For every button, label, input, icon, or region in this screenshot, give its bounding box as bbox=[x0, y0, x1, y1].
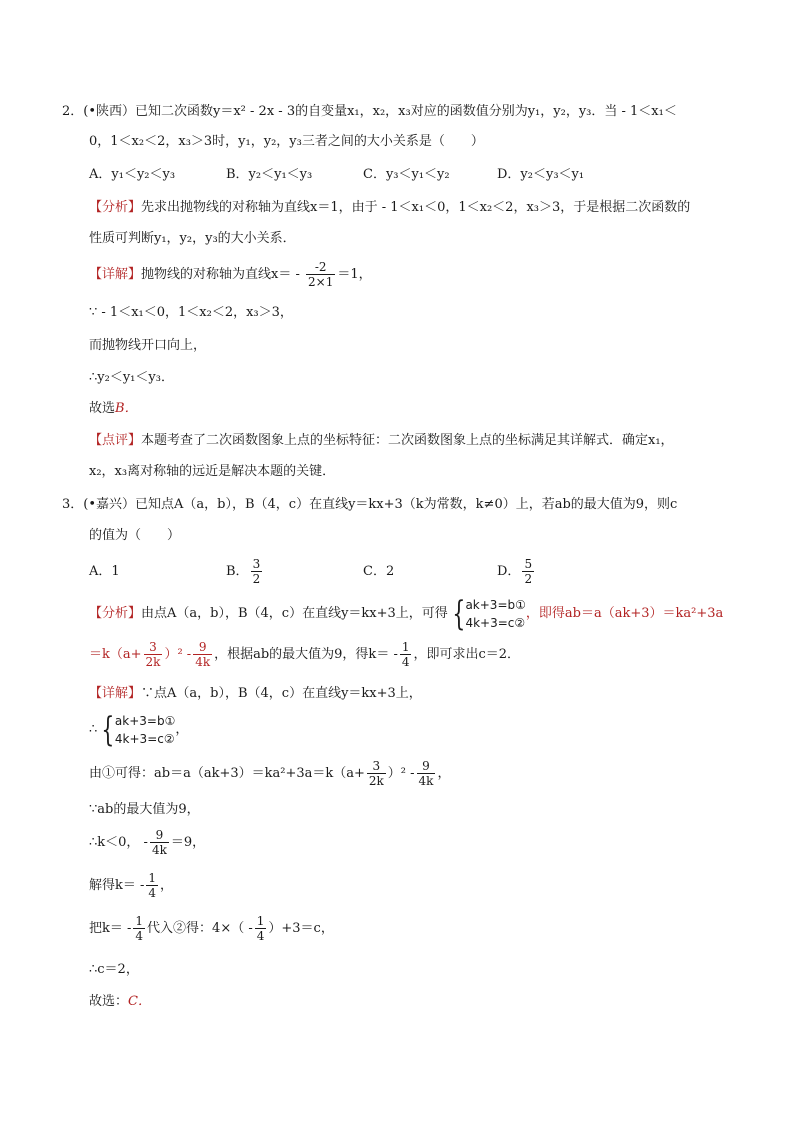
q2-step1: ∵ - 1＜x₁＜0，1＜x₂＜2，x₃＞3， bbox=[89, 305, 293, 320]
brace-icon: { bbox=[101, 709, 115, 750]
q3-detail-line8: ∴c＝2， bbox=[89, 962, 139, 977]
fraction: $\frac{1}{4}$ bbox=[401, 640, 410, 669]
q2-option-d: D．y₂＜y₃＜y₁ bbox=[497, 167, 585, 182]
fraction: $\frac{9}{4k}$ bbox=[151, 828, 167, 857]
comment-tag: 【点评】 bbox=[89, 433, 142, 448]
q2-comment-line1: 【点评】本题考查了二次函数图象上点的坐标特征：二次函数图象上点的坐标满足其详解式．确定x₁， bbox=[89, 433, 674, 448]
q3-option-b: B． $\frac{3}{2}$ bbox=[226, 557, 261, 586]
fraction: $\frac{3}{2}$ bbox=[252, 557, 261, 586]
fraction: $\frac{3}{2k}$ bbox=[368, 759, 384, 788]
q2-step2: 而抛物线开口向上， bbox=[89, 338, 207, 353]
fraction: $\frac{3}{2k}$ bbox=[145, 640, 161, 669]
fraction: $\frac{-2}{2\times 1}$ bbox=[308, 260, 334, 289]
q3-detail-line3: 由①可得：ab＝a（ak+3）＝ka²+3a＝k（a+ $\frac{3}{2k}$ ）² - $\frac{9}{4k}$ ， bbox=[89, 759, 451, 788]
fraction: $\frac{1}{4}$ bbox=[256, 914, 265, 943]
q3-analysis-line2: ＝k（a+ $\frac{3}{2k}$ ）² - $\frac{9}{4k}$ ，根据ab的最大值为9，得k＝ - $\frac{1}{4}$ ，即可求出c＝2． bbox=[89, 640, 521, 669]
fraction: $\frac{9}{4k}$ bbox=[195, 640, 211, 669]
q2-stem-line2: 0，1＜x₂＜2，x₃＞3时，y₁，y₂，y₃三者之间的大小关系是（ ） bbox=[89, 134, 484, 149]
q3-stem-line2: 的值为（ ） bbox=[89, 528, 181, 543]
equation-system: ak+3=b① 4k+3=c② bbox=[114, 713, 176, 746]
q3-detail-line9: 故选：C． bbox=[89, 994, 151, 1009]
q3-analysis-line1: 【分析】由点A（a，b），B（4，c）在直线y＝kx+3上，可得 { ak+3=b① 4k+3=c② ，即得ab＝a（ak+3）＝ka²+3a bbox=[89, 593, 724, 634]
fraction: $\frac{1}{4}$ bbox=[148, 871, 157, 900]
fraction: $\frac{9}{4k}$ bbox=[418, 759, 434, 788]
q2-step4: 故选B． bbox=[89, 401, 138, 416]
q2-comment-line2: x₂，x₃离对称轴的远近是解决本题的关键． bbox=[89, 464, 336, 479]
q3-detail-line1: 【详解】∵点A（a，b），B（4，c）在直线y＝kx+3上， bbox=[89, 686, 422, 701]
q3-option-a: A．1 bbox=[89, 564, 120, 579]
q2-analysis-line2: 性质可判断y₁，y₂，y₃的大小关系． bbox=[89, 231, 296, 246]
fraction: $\frac{1}{4}$ bbox=[135, 914, 144, 943]
q2-step3: ∴y₂＜y₁＜y₃． bbox=[89, 370, 174, 385]
analysis-tag: 【分析】 bbox=[89, 606, 142, 621]
q3-detail-line5: ∴k＜0， - $\frac{9}{4k}$ ＝9， bbox=[89, 828, 206, 857]
brace-icon: { bbox=[452, 593, 466, 634]
q2-analysis-line1: 【分析】先求出抛物线的对称轴为直线x＝1，由于 - 1＜x₁＜0，1＜x₂＜2，x₃＞3，于是根据二次函数的 bbox=[89, 200, 691, 215]
detail-tag: 【详解】 bbox=[89, 686, 142, 701]
detail-tag: 【详解】 bbox=[89, 267, 142, 282]
q2-option-b: B．y₂＜y₁＜y₃ bbox=[226, 167, 313, 182]
q2-detail-line1: 【详解】抛物线的对称轴为直线x＝ - $\frac{-2}{2\times 1}$ ＝1， bbox=[89, 260, 372, 289]
q2-stem-line1: 2．(•陕西）已知二次函数y＝x² - 2x - 3的自变量x₁，x₂，x₃对应的函数值分别为y₁，y₂，y₃．当 - 1＜x₁＜ bbox=[62, 104, 677, 119]
q3-detail-line7: 把k＝ - $\frac{1}{4}$ 代入②得：4×（ - $\frac{1}{4}$ ）+3＝c， bbox=[89, 914, 334, 943]
q3-stem-line1: 3．(•嘉兴）已知点A（a，b），B（4，c）在直线y＝kx+3（k为常数，k≠0）上，若ab的最大值为9，则c bbox=[62, 497, 678, 512]
q3-detail-line4: ∵ab的最大值为9， bbox=[89, 802, 200, 817]
q3-detail-system: ∴ { ak+3=b① 4k+3=c② ， bbox=[89, 709, 189, 750]
equation-system: ak+3=b① 4k+3=c② bbox=[465, 597, 526, 630]
fraction: $\frac{5}{2}$ bbox=[524, 557, 533, 586]
q3-detail-line6: 解得k＝ - $\frac{1}{4}$ ， bbox=[89, 871, 174, 900]
q3-option-c: C．2 bbox=[363, 564, 395, 579]
q3-option-d: D． $\frac{5}{2}$ bbox=[497, 557, 533, 586]
analysis-tag: 【分析】 bbox=[89, 200, 142, 215]
q2-option-c: C．y₃＜y₁＜y₂ bbox=[363, 167, 450, 182]
q2-option-a: A．y₁＜y₂＜y₃ bbox=[89, 167, 176, 182]
